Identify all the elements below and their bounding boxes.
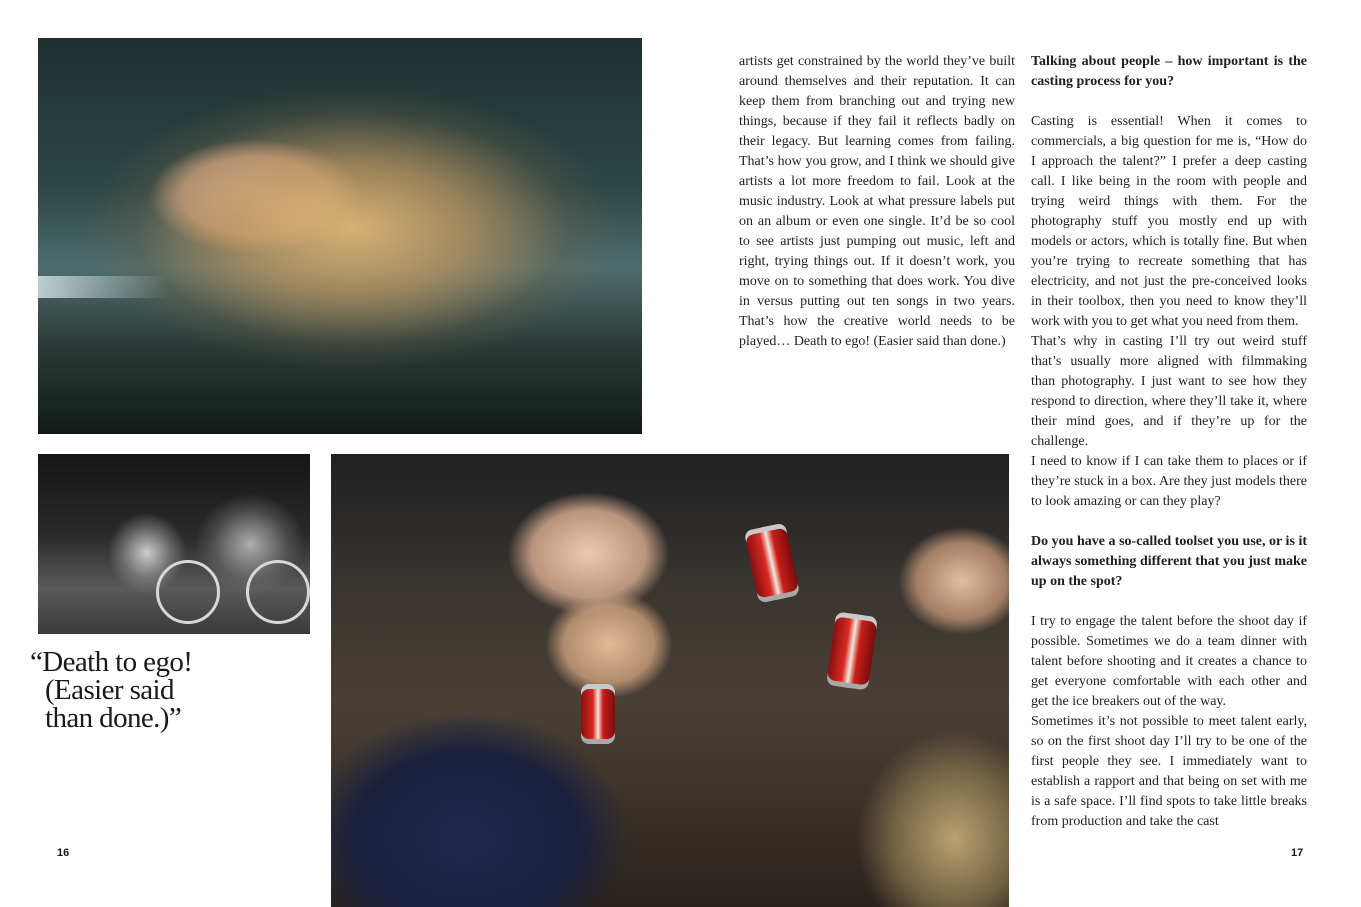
photo-woman-hair-in-wind [38, 38, 642, 434]
paragraph: That’s why in casting I’ll try out weird stuff that’s usually more aligned with filmmaking than photography. I just want to see how they respond to direction, where they’ll take it, where their mind goes, and if they’re up for the challenge. [1031, 334, 1307, 449]
paragraph: Sometimes it’s not possible to meet talent early, so on the first shoot day I’ll try to be one of the first people they see. I immediately want to establish a rapport and that being on set with me is a safe space. I’ll find spots to take little breaks from production and take the cast [1031, 714, 1307, 829]
pull-quote-line: “Death to ego! [30, 646, 193, 678]
paragraph: artists get constrained by the world they’ve built around themselves and their reputation. It can keep them from branching out and trying new things, because if they fail it reflects badly on their legacy. But learning comes from failing. That’s how you grow, and I think we should give artists a lot more freedom to fail. Look at the music industry. Look at what pressure labels put on an album or even one single. It’d be so cool to see artists just pumping out music, left and right, trying things out. If it doesn’t work, you move on to something that does work. You dive in versus putting out ten songs in two years. That’s how the creative world needs to be played… Death to ego! (Easier said than done.) [739, 54, 1015, 349]
beer-can [581, 684, 615, 744]
interview-question: Do you have a so-called toolset you use, or is it always something different that you just make up on the spot? [1031, 534, 1307, 589]
pull-quote [30, 648, 290, 732]
bike-wheel-rear [246, 560, 310, 624]
paragraph: Casting is essential! When it comes to commercials, a big question for me is, “How do I approach the talent?” I prefer a deep casting call. I like being in the room with people and trying weird things with them. For the photography stuff you mostly end up with models or actors, which is totally fine. But when you’re trying to recreate something that has electricity, and not just the pre-conceived looks in their toolbox, then you need to know they’ll work with you to get what you need from them. [1031, 114, 1307, 329]
page-number-left: 16 [57, 847, 70, 859]
page-number-right: 17 [1291, 847, 1304, 859]
article-column-right [1031, 52, 1307, 832]
pull-quote-line: than done.)” [45, 702, 182, 734]
car-window-highlight [38, 276, 168, 298]
photo-friends-partying-in-car [331, 454, 1009, 907]
interview-question: Talking about people – how important is the casting process for you? [1031, 54, 1307, 89]
photo-black-white-bike-skateboard [38, 454, 310, 634]
bike-wheel-front [156, 560, 220, 624]
paragraph: I try to engage the talent before the shoot day if possible. Sometimes we do a team dinner with talent before shooting and it creates a chance to get everyone comfortable with each other and get the ice breakers out of the way. [1031, 614, 1307, 709]
pull-quote-line: (Easier said [45, 674, 174, 706]
beer-can [826, 611, 878, 690]
beer-can [744, 522, 800, 603]
article-column-left [739, 52, 1015, 352]
paragraph: I need to know if I can take them to places or if they’re stuck in a box. Are they just models there to look amazing or can they play? [1031, 454, 1307, 509]
